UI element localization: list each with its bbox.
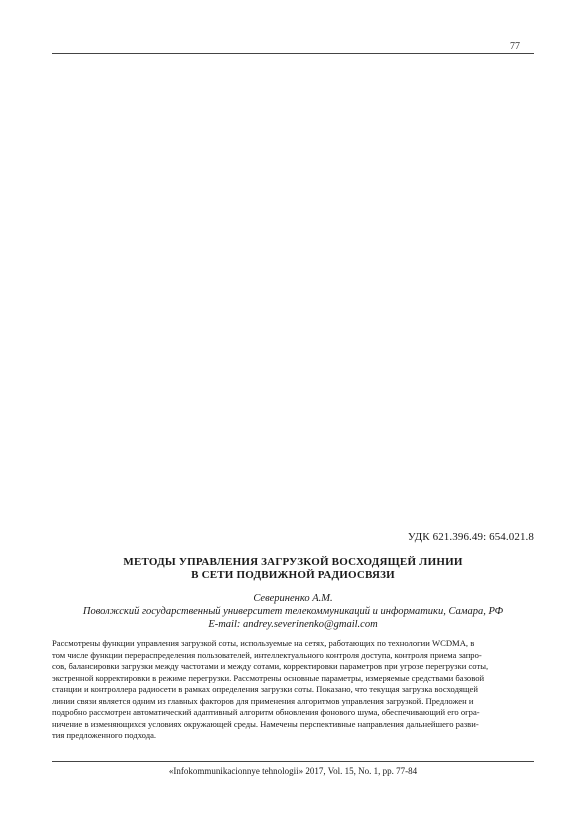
abstract [52, 638, 534, 742]
udk-code: УДК 621.396.49: 654.021.8 [407, 531, 534, 543]
footer-rule [52, 761, 534, 762]
page-number: 77 [510, 41, 520, 52]
abstract-line: том числе функции перераспределения пользователей, интеллектуального контроля доступа, контроля приема запро- [52, 649, 482, 660]
article-title-line-2: В СЕТИ ПОДВИЖНОЙ РАДИОСВЯЗИ [191, 569, 395, 581]
abstract-line: экстренной корректировки в режиме перегрузки. Рассмотрены основные параметры, измеряемые средствами базовой [52, 672, 485, 683]
header-rule [52, 53, 534, 54]
abstract-line: подробно рассмотрен автоматический адаптивный алгоритм обновления фонового шума, обеспечивающий его огра- [52, 707, 480, 717]
author-name: Севериненко А.М. [253, 593, 333, 604]
abstract-line: ничение в изменяющихся условиях окружающей среды. Намечены перспективные направления дальнейшего разви- [52, 718, 479, 729]
footer-citation: «Infokommunikacionnye tehnologii» 2017, Vol. 15, No. 1, pp. 77-84 [168, 766, 418, 776]
abstract-line: станции и контроллера радиосети в рамках определения загрузки соты. Показано, что текущая загрузка восходящей [52, 684, 478, 694]
author-email: E-mail: andrey.severinenko@gmail.com [208, 619, 378, 630]
abstract-line: Рассмотрены функции управления загрузкой соты, используемые на сетях, работающих по технологии WCDMA, в [52, 638, 475, 648]
abstract-line: тия предложенного подхода. [52, 730, 157, 740]
author-block [52, 592, 534, 631]
article-title [52, 556, 534, 582]
article-title-line-1: МЕТОДЫ УПРАВЛЕНИЯ ЗАГРУЗКОЙ ВОСХОДЯЩЕЙ ЛИНИИ [123, 556, 463, 568]
abstract-line: линии связи является одним из главных факторов для применения алгоритмов управления загрузкой. Предложен и [52, 695, 474, 706]
author-affiliation: Поволжский государственный университет телекоммуникаций и информатики, Самара, РФ [82, 606, 504, 617]
abstract-line: сов, балансировки загрузки между частотами и между сотами, корректировки параметров при угрозе перегрузки соты, [52, 661, 489, 671]
